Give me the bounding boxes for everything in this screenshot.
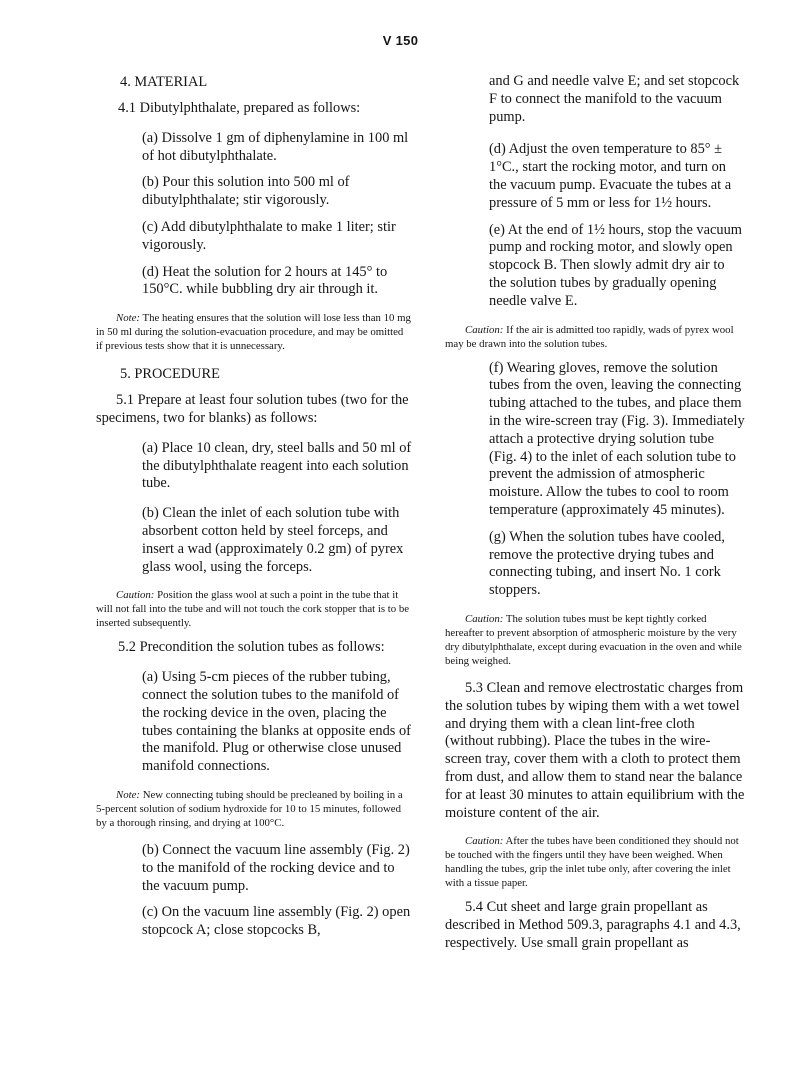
paragraph-5-2-a: (a) Using 5-cm pieces of the rubber tubing, connect the solution tubes to the manifold of the rocking device in the oven, placing the tubes containing the blanks at opposite ends of the manifold. Plug or otherwise close unused manifold connections.: [142, 669, 411, 775]
paragraph-5-1-a: (a) Place 10 clean, dry, steel balls and 50 ml of the dibutylphthalate reagent into each solution tube.: [142, 439, 412, 492]
paragraph-5-2-b: (b) Connect the vacuum line assembly (Fig. 2) to the manifold of the rocking device and to the vacuum pump.: [142, 841, 410, 894]
paragraph-5-2-c-continued: and G and needle valve E; and set stopcock F to connect the manifold to the vacuum pump.: [489, 73, 740, 125]
left-column: [96, 73, 412, 940]
note-text: The heating ensures that the solution will lose less than 10 mg in 50 ml during the solution-evacuation procedure, and may be omitted if previous tests show that it is unnecessary.: [96, 312, 411, 353]
note-tubing: [96, 788, 412, 830]
paragraph-4-1-c: (c) Add dibutylphthalate to make 1 liter; stir vigorously.: [142, 218, 396, 253]
caution-label: Caution:: [465, 835, 504, 848]
paragraph-5-4: 5.4 Cut sheet and large grain propellant as described in Method 509.3, paragraphs 4.1 and 4.3, respectively. Use small grain propellant as: [445, 899, 741, 951]
caution-text: Position the glass wool at such a point in the tube that it will not fall into the tube and will not touch the cork stopper that is to be inserted subsequently.: [96, 589, 410, 630]
paragraph-5-2-g: (g) When the solution tubes have cooled, remove the protective drying tubes and connecting tubing, and insert No. 1 cork stoppers.: [489, 528, 725, 599]
caution-handling: [445, 834, 745, 890]
paragraph-5-2-e: (e) At the end of 1½ hours, stop the vacuum pump and rocking motor, and slowly open stopcock B. Then slowly admit dry air to the solution tubes by gradually opening needle valve E.: [489, 221, 742, 309]
paragraph-5-2-d: (d) Adjust the oven temperature to 85° ± 1°C., start the rocking motor, and turn on the vacuum pump. Evacuate the tubes at a pressure of 5 mm or less for 1½ hours.: [489, 141, 732, 211]
note-label: Note:: [116, 788, 140, 801]
paragraph-4-1: 4.1 Dibutylphthalate, prepared as follows:: [118, 100, 361, 116]
note-heating: [96, 311, 412, 353]
paragraph-4-1-d: (d) Heat the solution for 2 hours at 145° to 150°C. while bubbling dry air through it.: [142, 263, 388, 298]
paragraph-5-3: 5.3 Clean and remove electrostatic charges from the solution tubes by wiping them with a wet towel and drying them with a clean lint-free cloth (without rubbing). Place the tubes in the wire-screen tray, cover them with a cloth to protect them from dust, and allow them to stand near the balance for at least 30 minutes to attain equilibrium with the moisture content of the air.: [445, 679, 745, 821]
caution-label: Caution:: [116, 589, 155, 602]
note-label: Note:: [116, 312, 140, 325]
section-4-heading: 4. MATERIAL: [120, 74, 208, 90]
paragraph-5-1-b: (b) Clean the inlet of each solution tube with absorbent cotton held by steel forceps, and insert a wad (approximately 0.2 gm) of pyrex glass wool, using the forceps.: [142, 505, 404, 575]
paragraph-5-2-f: (f) Wearing gloves, remove the solution tubes from the oven, leaving the connecting tubing attached to the tubes, and place them in the wire-screen tray (Fig. 3). Immediately attach a protective drying solution tube (Fig. 4) to the inlet of each solution tube to prevent the admission of atmospheric moisture. Allow the tubes to cool to room temperature (approximately 45 minutes).: [489, 359, 745, 518]
paragraph-5-2: 5.2 Precondition the solution tubes as follows:: [118, 639, 385, 656]
caution-air: [445, 323, 745, 351]
caution-glass-wool: [96, 588, 412, 630]
paragraph-5-2-c: (c) On the vacuum line assembly (Fig. 2) open stopcock A; close stopcocks B,: [142, 904, 411, 939]
right-column: [445, 73, 745, 953]
section-5-heading: 5. PROCEDURE: [120, 366, 220, 383]
caution-corked: [445, 612, 745, 668]
paragraph-4-1-a: (a) Dissolve 1 gm of diphenylamine in 100 ml of hot dibutylphthalate.: [142, 129, 409, 164]
note-text: New connecting tubing should be precleaned by boiling in a 5-percent solution of sodium hydroxide for 10 to 15 minutes, followed by a thorough rinsing, and drying at 100°C.: [96, 788, 403, 829]
page-number: V 150: [382, 33, 419, 48]
paragraph-4-1-b: (b) Pour this solution into 500 ml of dibutylphthalate; stir vigorously.: [142, 174, 350, 209]
caution-text: If the air is admitted too rapidly, wads of pyrex wool may be drawn into the solution tubes.: [445, 323, 734, 350]
caution-text: After the tubes have been conditioned they should not be touched with the fingers until they have been weighed. When handling the tubes, grip the inlet tube only, after covering the inlet with a tissue paper.: [445, 835, 739, 890]
paragraph-5-1: 5.1 Prepare at least four solution tubes (two for the specimens, two for blanks) as follows:: [96, 392, 409, 426]
caution-label: Caution:: [465, 612, 504, 625]
caution-text: The solution tubes must be kept tightly corked hereafter to prevent absorption of atmospheric moisture by the very dry dibutylphthalate, except during evacuation in the oven and while being weighed.: [445, 612, 742, 667]
caution-label: Caution:: [465, 323, 504, 336]
